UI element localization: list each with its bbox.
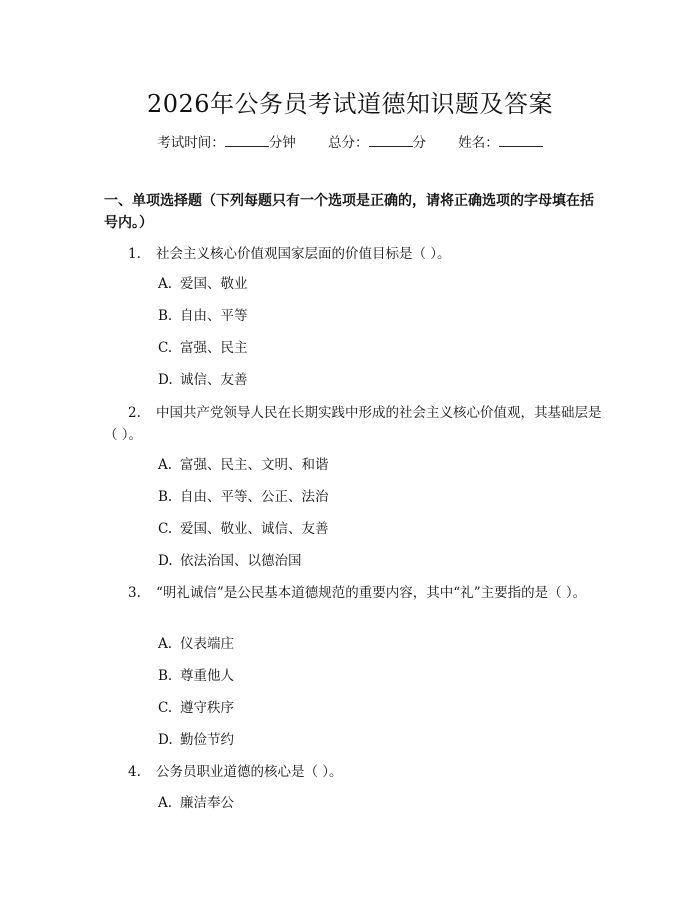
total-score-field	[328, 131, 426, 151]
question-text: 公务员职业道德的核心是（ ）。	[156, 764, 343, 780]
exam-info-line	[0, 131, 700, 151]
question-text: 社会主义核心价值观国家层面的价值目标是（ ）。	[156, 246, 451, 262]
question-3	[104, 582, 602, 604]
option-text: 富强、民主、文明、和谐	[180, 457, 329, 473]
exam-time-field	[157, 131, 296, 151]
name-blank	[499, 134, 543, 147]
question-2	[104, 402, 602, 446]
option-4a	[158, 793, 234, 813]
name-label: 姓名：	[458, 135, 499, 151]
exam-time-blank	[225, 134, 269, 147]
option-text: 诚信、友善	[180, 372, 248, 388]
option-text: 富强、民主	[180, 340, 248, 356]
option-3c	[158, 698, 234, 718]
question-number: 4.	[128, 764, 141, 780]
option-letter: B.	[158, 489, 173, 505]
option-2d	[158, 551, 302, 571]
option-letter: C.	[158, 521, 173, 537]
question-4	[104, 761, 602, 783]
question-number: 3.	[128, 585, 141, 601]
option-3d	[158, 730, 234, 750]
option-text: 自由、平等	[180, 308, 248, 324]
option-text: 爱国、敬业、诚信、友善	[180, 521, 329, 537]
option-1a	[158, 274, 248, 294]
question-number: 1.	[128, 246, 141, 262]
option-3a	[158, 634, 234, 654]
page-title: 2026年公务员考试道德知识题及答案	[146, 90, 554, 118]
option-text: 爱国、敬业	[180, 276, 248, 292]
option-letter: A.	[158, 457, 173, 473]
option-2a	[158, 455, 329, 475]
total-score-unit: 分	[412, 135, 426, 151]
option-3b	[158, 666, 234, 686]
option-letter: D.	[158, 372, 173, 388]
option-text: 勤俭节约	[180, 732, 234, 748]
option-letter: B.	[158, 308, 173, 324]
option-letter: B.	[158, 668, 173, 684]
option-text: 仪表端庄	[180, 636, 234, 652]
total-score-label: 总分：	[328, 135, 369, 151]
option-text: 自由、平等、公正、法治	[180, 489, 329, 505]
option-letter: D.	[158, 732, 173, 748]
question-1	[104, 243, 602, 265]
total-score-blank	[369, 134, 413, 147]
name-field	[458, 131, 543, 151]
option-text: 廉洁奉公	[180, 795, 234, 811]
question-text: “明礼诚信”是公民基本道德规范的重要内容，其中“礼”主要指的是（ ）。	[156, 585, 587, 601]
option-letter: C.	[158, 340, 173, 356]
option-letter: D.	[158, 553, 173, 569]
exam-time-label: 考试时间：	[157, 135, 225, 151]
question-text: 中国共产党领导人民在长期实践中形成的社会主义核心价值观，其基础层是（ ）。	[104, 405, 602, 443]
option-text: 尊重他人	[180, 668, 234, 684]
option-letter: C.	[158, 700, 173, 716]
option-1c	[158, 338, 248, 358]
option-text: 依法治国、以德治国	[180, 553, 302, 569]
option-1d	[158, 370, 248, 390]
section-heading: 一、单项选择题（下列每题只有一个选项是正确的，请将正确选项的字母填在括号内。）	[104, 193, 594, 231]
option-1b	[158, 306, 248, 326]
question-number: 2.	[128, 405, 141, 421]
option-letter: A.	[158, 636, 173, 652]
option-2c	[158, 519, 329, 539]
option-text: 遵守秩序	[180, 700, 234, 716]
option-letter: A.	[158, 795, 173, 811]
option-2b	[158, 487, 329, 507]
exam-time-unit: 分钟	[268, 135, 296, 151]
option-letter: A.	[158, 276, 173, 292]
